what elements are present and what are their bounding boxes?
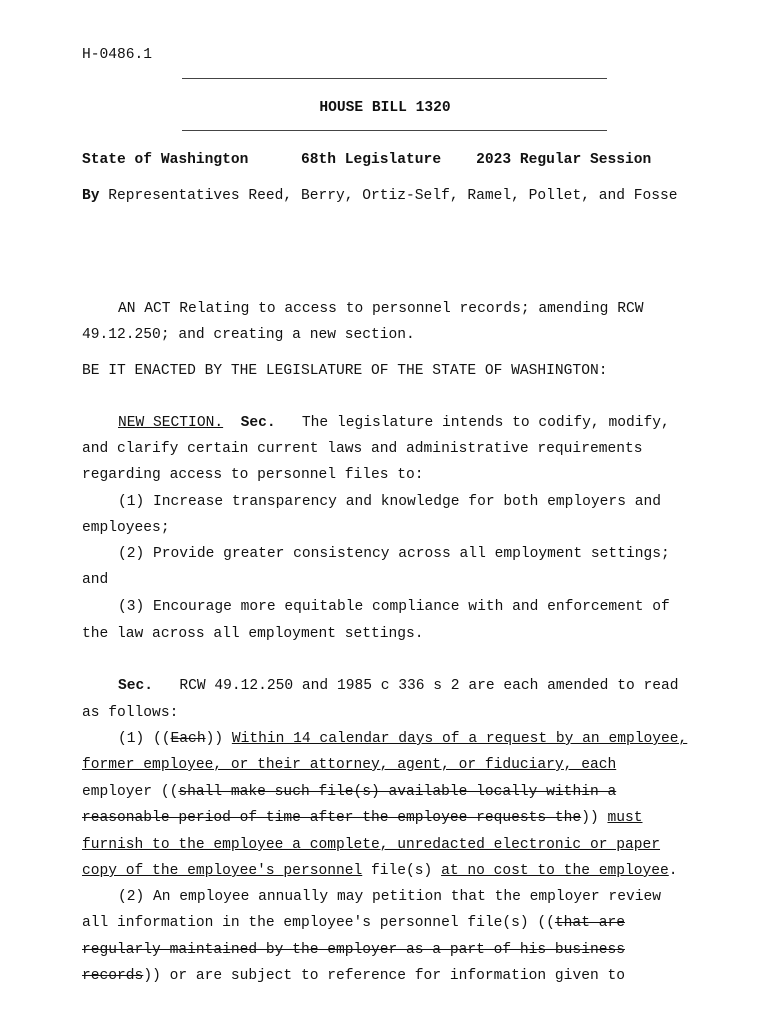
section-1-line-2: and clarify certain current laws and administrative requirements — [82, 441, 643, 457]
struck-text: shall make such file(s) available locally within a — [178, 784, 617, 800]
inserted-text: furnish to the employee a complete, unredacted electronic or paper — [82, 837, 661, 853]
sponsor-names: Representatives Reed, Berry, Ortiz-Self, Ramel, Pollet, and Fosse — [108, 188, 678, 204]
section-1-line-1: The legislature intends to codify, modify, — [301, 415, 670, 431]
section-1-item-3-cont: the law across all employment settings. — [82, 626, 424, 642]
text-run: . — [668, 863, 678, 879]
subsection-1-line-2 — [82, 756, 616, 774]
subsection-2-line-1: (2) An employee annually may petition that the employer review — [118, 889, 661, 905]
subsection-1-line-4 — [82, 809, 643, 827]
bottom-rule — [182, 130, 607, 131]
act-line-2: 49.12.250; and creating a new section. — [82, 327, 415, 343]
inserted-text: must — [607, 810, 643, 826]
section-1-sec-label: Sec. — [240, 415, 276, 431]
inserted-text: at no cost to the employee — [441, 863, 669, 879]
enacting-clause: BE IT ENACTED BY THE LEGISLATURE OF THE STATE OF WASHINGTON: — [82, 363, 608, 379]
section-1-item-2: (2) Provide greater consistency across all employment settings; — [118, 546, 670, 562]
section-1-heading — [118, 414, 670, 432]
struck-text: reasonable period of time after the employee requests the — [82, 810, 582, 826]
section-1-item-1-cont: employees; — [82, 520, 170, 536]
struck-text: records — [82, 968, 144, 984]
subsection-2-line-2 — [82, 914, 625, 932]
new-section-label: NEW SECTION. — [118, 415, 224, 431]
section-2-line-2: as follows: — [82, 705, 179, 721]
bill-title: HOUSE BILL 1320 — [319, 100, 451, 116]
subsection-1-line-5 — [82, 836, 660, 854]
section-1-item-3: (3) Encourage more equitable compliance with and enforcement of — [118, 599, 670, 615]
section-2-line-1: RCW 49.12.250 and 1985 c 336 s 2 are each amended to read — [179, 678, 679, 694]
text-run: all information in the employee's personnel file(s) (( — [82, 915, 555, 931]
section-2-sec-label: Sec. — [118, 678, 154, 694]
inserted-text: former employee, or their attorney, agent, or fiduciary, each — [82, 757, 617, 773]
section-1-item-2-cont: and — [82, 572, 109, 588]
subsection-1-line-6 — [82, 862, 678, 880]
text-run: employer (( — [82, 784, 179, 800]
struck-text: that are — [554, 915, 625, 931]
act-line-1: AN ACT Relating to access to personnel records; amending RCW — [118, 301, 644, 317]
section-1-item-1: (1) Increase transparency and knowledge for both employers and — [118, 494, 661, 510]
text-run: )) — [581, 810, 608, 826]
text-run: file(s) — [362, 863, 442, 879]
subsection-1-line-1 — [118, 730, 687, 748]
section-2-heading — [118, 677, 679, 695]
top-rule — [182, 78, 607, 79]
text-run: (1) (( — [118, 731, 171, 747]
subsection-2-line-3 — [82, 941, 625, 959]
session-header — [82, 151, 651, 169]
subsection-2-line-4 — [82, 967, 625, 985]
subsection-1-line-3 — [82, 783, 616, 801]
document-id: H-0486.1 — [82, 47, 153, 63]
text-run: )) — [205, 731, 232, 747]
sponsors-line — [82, 187, 678, 205]
by-label: By — [82, 188, 100, 204]
legislature-label: 68th Legislature — [300, 152, 442, 168]
state-label: State of Washington — [82, 152, 249, 168]
text-run: )) or are subject to reference for information given to — [143, 968, 625, 984]
session-label: 2023 Regular Session — [476, 152, 652, 168]
section-1-line-3: regarding access to personnel files to: — [82, 467, 424, 483]
struck-text: Each — [170, 731, 206, 747]
inserted-text: Within 14 calendar days of a request by an employee, — [231, 731, 688, 747]
inserted-text: copy of the employee's personnel — [82, 863, 363, 879]
struck-text: regularly maintained by the employer as a part of his business — [82, 942, 625, 958]
